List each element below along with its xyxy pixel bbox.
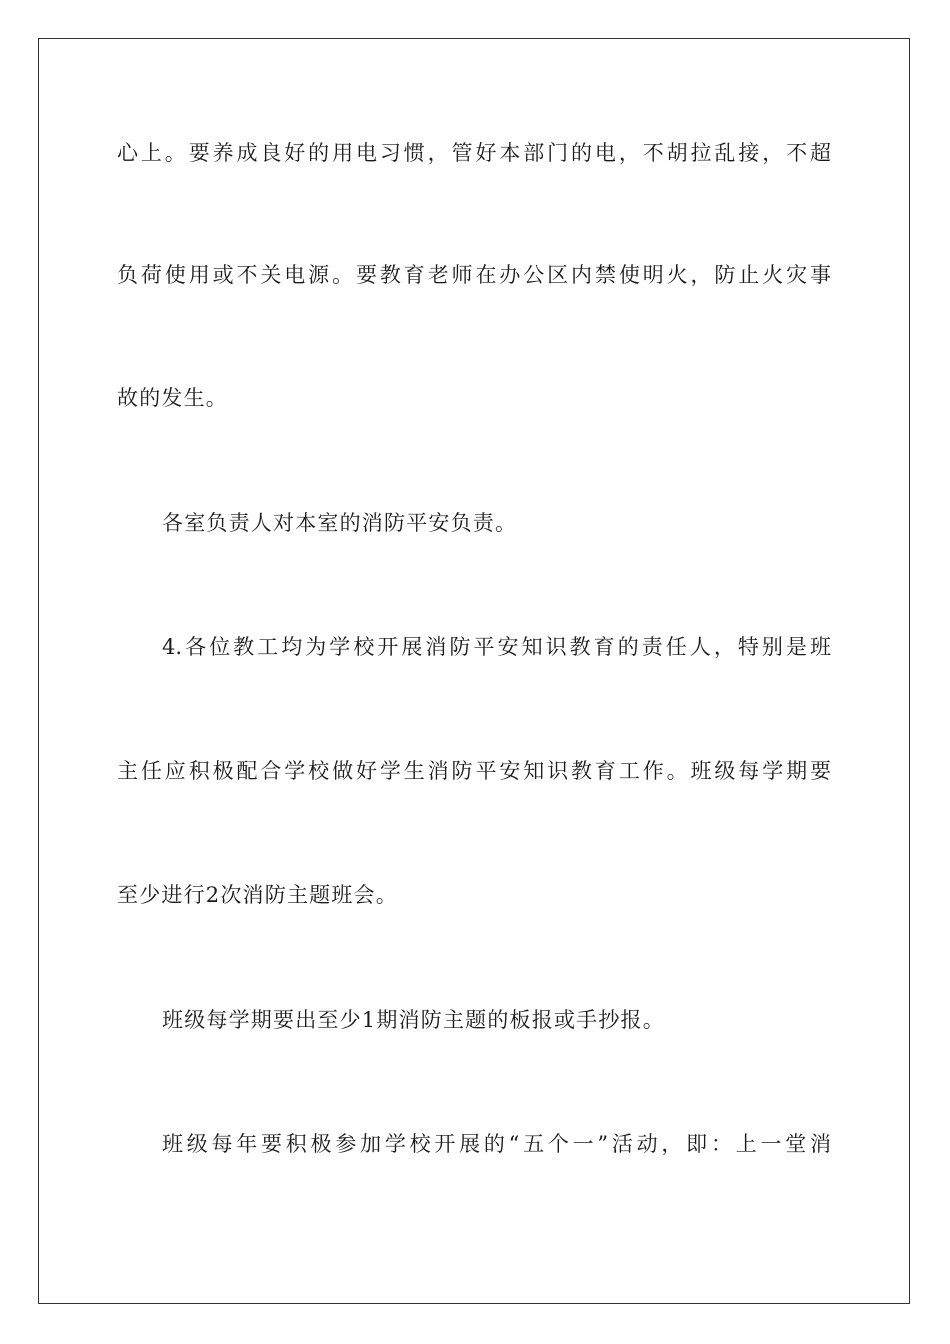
text-line-8: 班级每学期要出至少1期消防主题的板报或手抄报。: [162, 1008, 665, 1032]
text-line-9: 班级每年要积极参加学校开展的“五个一”活动，即：上一堂消: [162, 1132, 831, 1156]
text-line-1: 心上。要养成良好的用电习惯，管好本部门的电，不胡拉乱接，不超: [117, 141, 831, 165]
text-line-7: 至少进行2次消防主题班会。: [117, 883, 398, 907]
text-line-4: 各室负责人对本室的消防平安负责。: [162, 511, 518, 535]
text-line-6: 主任应积极配合学校做好学生消防平安知识教育工作。班级每学期要: [117, 759, 831, 783]
text-line-2: 负荷使用或不关电源。要教育老师在办公区内禁使明火，防止火灾事: [117, 263, 831, 287]
text-line-3: 故的发生。: [117, 386, 228, 410]
page-border: [38, 38, 910, 1304]
text-line-5: 4.各位教工均为学校开展消防平安知识教育的责任人，特别是班: [162, 635, 831, 659]
